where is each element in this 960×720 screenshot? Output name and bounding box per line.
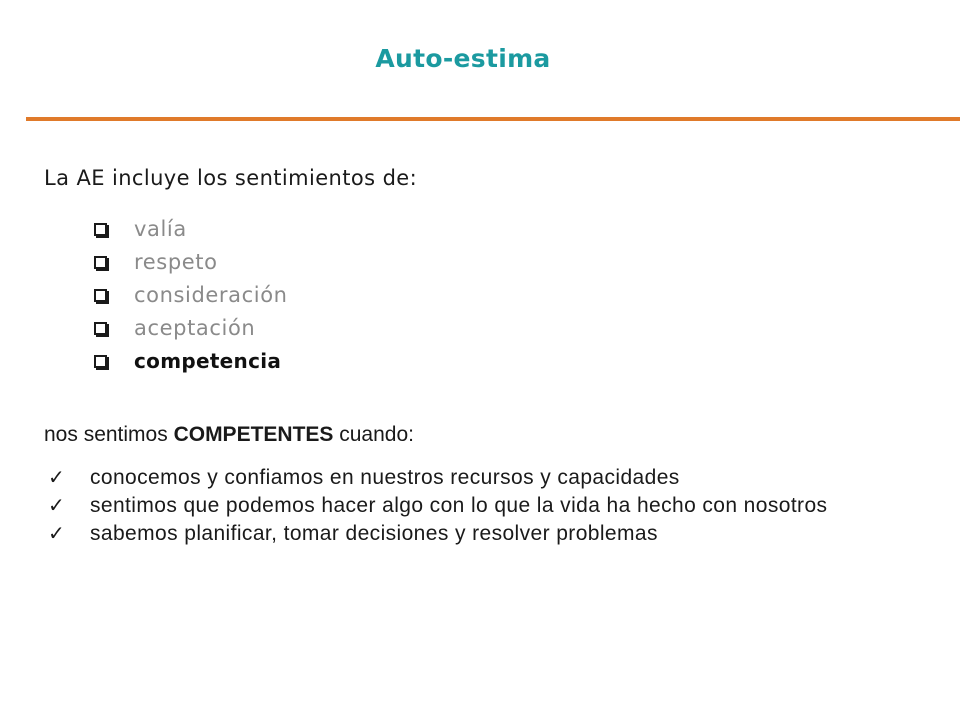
checkmark-icon: ✓ xyxy=(48,495,66,517)
competence-heading-lead: nos sentimos xyxy=(44,423,174,446)
competence-heading-keyword: COMPETENTES xyxy=(173,423,334,446)
list-item-text: sabemos planificar, tomar decisiones y resolver problemas xyxy=(90,522,658,545)
list-item xyxy=(94,278,288,311)
competence-heading xyxy=(44,423,414,447)
list-item xyxy=(94,311,288,344)
checkmark-icon: ✓ xyxy=(48,467,66,489)
list-item-text: sentimos que podemos hacer algo con lo que la vida ha hecho con nosotros xyxy=(90,494,828,517)
list-item-text: conocemos y confiamos en nuestros recursos y capacidades xyxy=(90,466,680,489)
checkmark-icon: ✓ xyxy=(48,523,66,545)
checkbox-icon xyxy=(94,256,107,269)
checkbox-icon xyxy=(94,322,107,335)
list-item-highlighted xyxy=(94,344,288,377)
slide-title: Auto-estima xyxy=(375,44,551,73)
checkbox-icon xyxy=(94,355,107,368)
list-item xyxy=(48,520,948,548)
checkbox-icon xyxy=(94,289,107,302)
list-item-label: aceptación xyxy=(134,315,256,340)
list-item-label: consideración xyxy=(134,282,288,307)
list-item-label: respeto xyxy=(134,249,218,274)
list-item xyxy=(48,492,948,520)
list-item xyxy=(94,212,288,245)
list-item-label: valía xyxy=(134,216,187,241)
feelings-list xyxy=(94,212,288,377)
list-item xyxy=(94,245,288,278)
list-item-label: competencia xyxy=(134,348,282,373)
competence-heading-tail: cuando: xyxy=(333,423,414,446)
list-item xyxy=(48,464,948,492)
checkbox-icon xyxy=(94,223,107,236)
competence-list xyxy=(48,464,948,548)
title-divider xyxy=(26,117,960,121)
intro-text: La AE incluye los sentimientos de: xyxy=(44,166,418,190)
